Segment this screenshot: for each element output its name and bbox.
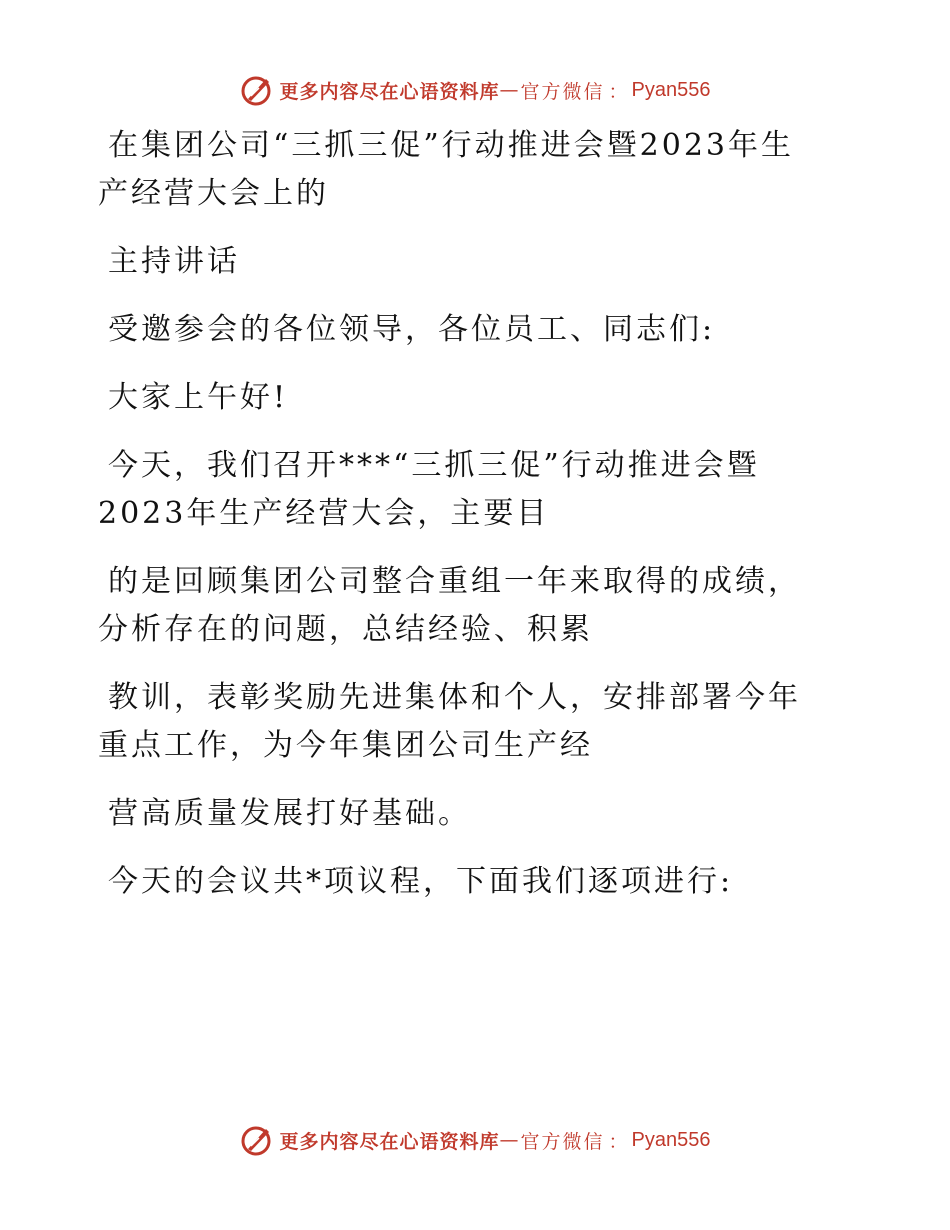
banner-wechat-id: Pyan556 [631,78,711,101]
banner-separator: — [499,1129,519,1151]
paragraph-body [98,442,858,538]
paragraph-body [98,674,858,770]
header-watermark-banner [0,72,950,108]
banner-official-label: 官方微信 [520,1130,605,1153]
banner-wechat-id: Pyan556 [631,1128,711,1151]
paragraph-subtitle [98,238,858,286]
paragraph-line: 重点工作，为今年集团公司生产经 [98,728,593,763]
document-body [98,122,858,926]
paragraph-salutation [98,306,858,354]
paragraph-line: 受邀参会的各位领导，各位员工、同志们: [108,312,716,347]
quill-pen-logo-icon [239,72,275,108]
paragraph-line: 2023年生产经营大会，主要目 [98,496,550,531]
footer-watermark-banner [0,1122,950,1158]
paragraph-line: 的是回顾集团公司整合重组一年来取得的成绩， [108,564,801,599]
banner-official-label: 官方微信 [520,80,605,103]
paragraph-line: 营高质量发展打好基础。 [108,796,471,831]
paragraph-greeting [98,374,858,422]
paragraph-title [98,122,858,218]
paragraph-line: 今天，我们召开***“三抓三促”行动推进会暨 [108,448,760,483]
banner-main-text: 更多内容尽在心语资料库 [279,80,500,103]
banner-separator: — [499,79,519,101]
paragraph-line: 在集团公司“三抓三促”行动推进会暨2023年生 [108,128,795,163]
paragraph-line: 主持讲话 [108,244,240,279]
banner-colon: ： [608,80,628,103]
paragraph-line: 今天的会议共*项议程，下面我们逐项进行: [108,864,734,899]
paragraph-line: 大家上午好! [108,380,289,415]
paragraph-line: 教训，表彰奖励先进集体和个人，安排部署今年 [108,680,801,715]
quill-pen-logo-icon [239,1122,275,1158]
paragraph-body [98,558,858,654]
paragraph-line: 产经营大会上的 [98,176,329,211]
paragraph-body [98,790,858,838]
paragraph-body [98,858,858,906]
banner-colon: ： [608,1130,628,1153]
paragraph-line: 分析存在的问题，总结经验、积累 [98,612,593,647]
banner-main-text: 更多内容尽在心语资料库 [279,1130,500,1153]
